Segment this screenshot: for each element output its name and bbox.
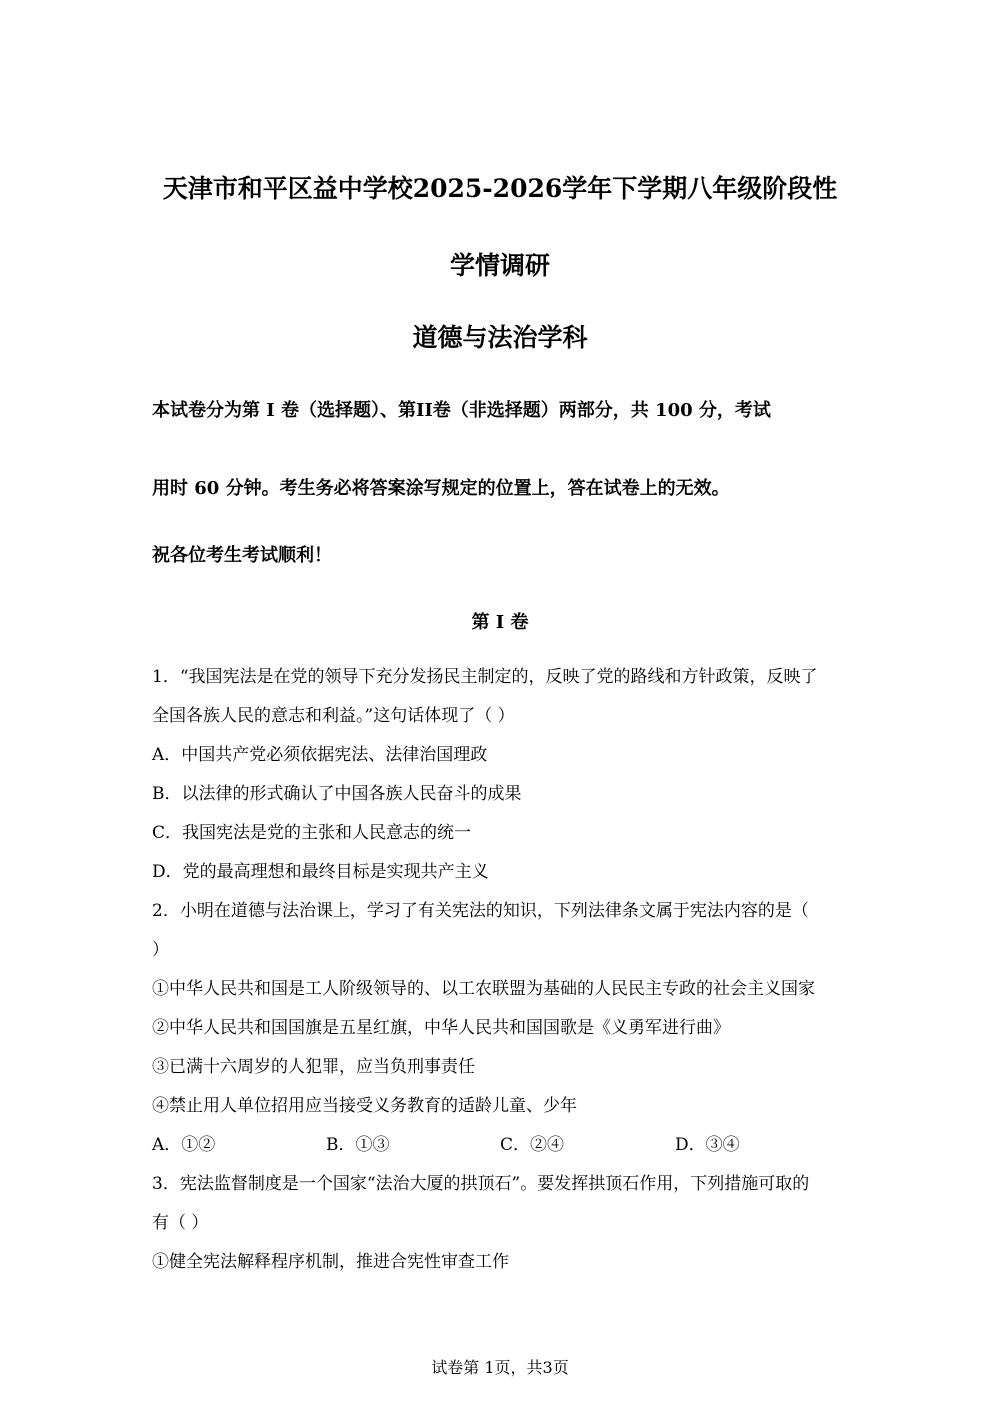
- question-2-statement-4: ④禁止用人单位招用应当接受义务教育的适龄儿童、少年: [152, 1096, 577, 1116]
- question-1-stem-line2: 全国各族人民的意志和利益。”这句话体现了（ ）: [152, 706, 515, 726]
- subject-title: 道德与法治学科: [412, 323, 588, 352]
- question-2-stem-line2: ）: [152, 940, 169, 960]
- question-2-option-a: A．①②: [152, 1135, 216, 1155]
- question-2-stem-line1: 2．小明在道德与法治课上，学习了有关宪法的知识，下列法律条文属于宪法内容的是（: [152, 901, 809, 921]
- instructions-line1: 本试卷分为第 I 卷（选择题）、第II卷（非选择题）两部分，共 100 分，考试: [152, 400, 771, 421]
- instructions-line2: 用时 60 分钟。考生务必将答案涂写规定的位置上，答在试卷上的无效。: [152, 478, 730, 499]
- good-luck-text: 祝各位考生考试顺利！: [152, 545, 332, 566]
- question-2-option-b: B．①③: [326, 1135, 390, 1155]
- exam-title-line2: 学情调研: [449, 251, 550, 280]
- question-3-stem-line1: 3．宪法监督制度是一个国家“法治大厦的拱顶石”。要发挥拱顶石作用，下列措施可取的: [152, 1174, 810, 1194]
- section-heading: 第 I 卷: [471, 612, 529, 633]
- question-3-stem-line2: 有（ ）: [152, 1213, 209, 1233]
- exam-title-line1: 天津市和平区益中学校2025-2026学年下学期八年级阶段性: [162, 174, 838, 203]
- question-1-option-d: D．党的最高理想和最终目标是实现共产主义: [152, 862, 489, 882]
- question-1-stem-line1: 1．“我国宪法是在党的领导下充分发扬民主制定的，反映了党的路线和方针政策，反映了: [152, 667, 818, 687]
- question-1-option-a: A．中国共产党必须依据宪法、法律治国理政: [152, 745, 488, 765]
- question-2-statement-2: ②中华人民共和国国旗是五星红旗，中华人民共和国国歌是《义勇军进行曲》: [152, 1018, 730, 1038]
- question-2-statement-3: ③已满十六周岁的人犯罪，应当负刑事责任: [152, 1057, 475, 1077]
- question-1-option-b: B．以法律的形式确认了中国各族人民奋斗的成果: [152, 784, 522, 804]
- page-footer: 试卷第 1页，共3页: [431, 1358, 569, 1377]
- question-2-option-c: C．②④: [500, 1135, 565, 1155]
- question-1-option-c: C．我国宪法是党的主张和人民意志的统一: [152, 823, 472, 843]
- question-3-statement-1: ①健全宪法解释程序机制，推进合宪性审查工作: [152, 1252, 509, 1272]
- question-2-statement-1: ①中华人民共和国是工人阶级领导的、以工农联盟为基础的人民民主专政的社会主义国家: [152, 979, 815, 999]
- question-2-option-d: D．③④: [675, 1135, 740, 1155]
